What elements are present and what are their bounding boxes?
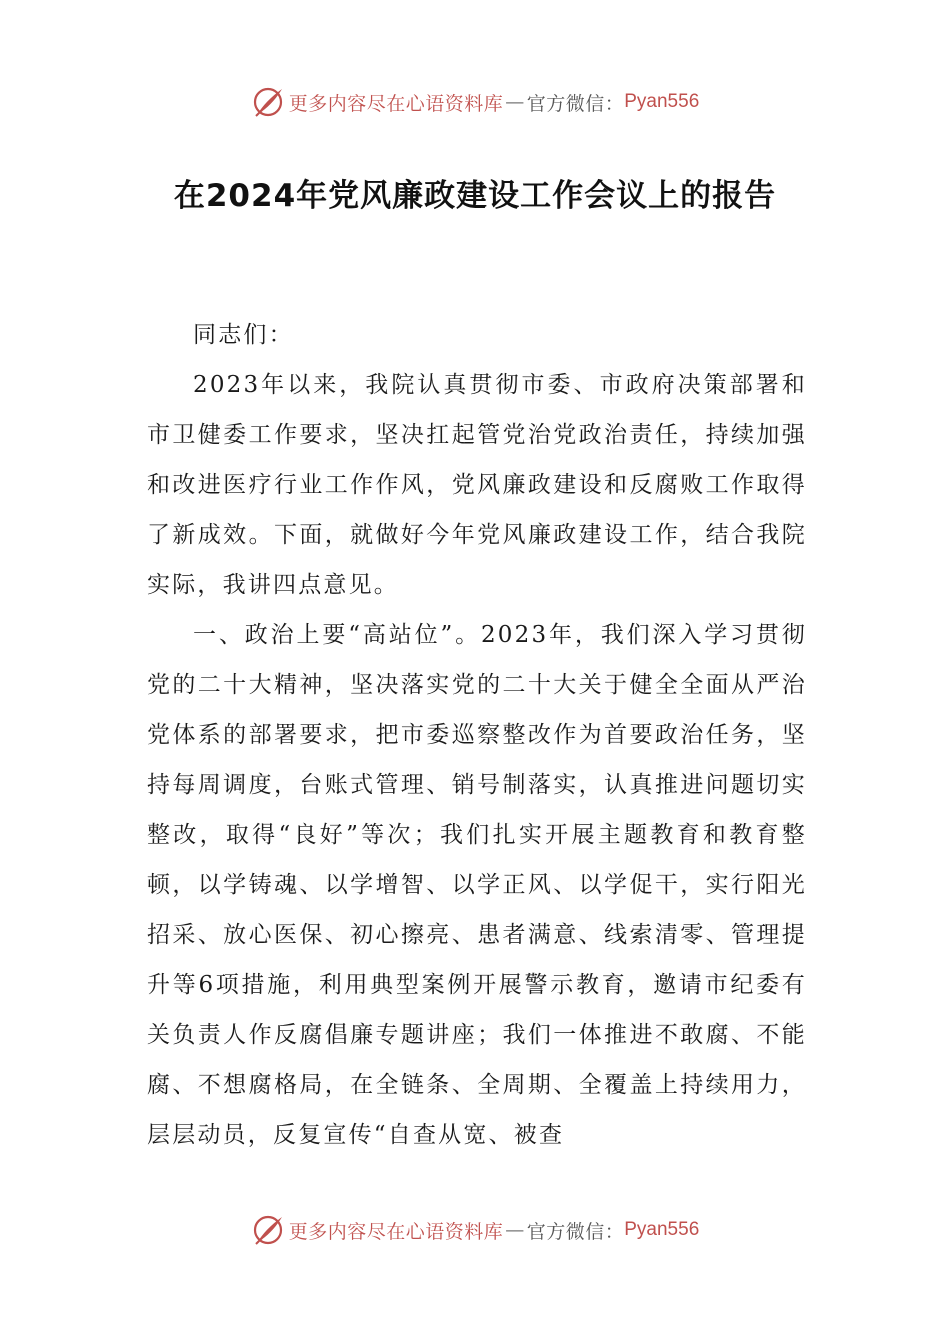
paragraph-1: 2023年以来，我院认真贯彻市委、市政府决策部署和市卫健委工作要求，坚决扛起管党治党政治责任，持续加强和改进医疗行业工作作风，党风廉政建设和反腐败工作取得了新成效。下面，就做好今年党风廉政建设工作，结合我院实际，我讲四点意见。	[147, 372, 807, 598]
header-banner	[0, 82, 950, 122]
quill-logo-icon	[251, 85, 285, 119]
footer-banner-text: 更多内容尽在心语资料库	[288, 1220, 504, 1243]
quill-logo-icon	[251, 1213, 285, 1247]
banner-account: Pyan556	[624, 91, 700, 112]
banner-wechat-label: 官方微信：	[526, 92, 625, 115]
footer-banner-wechat-label: 官方微信：	[526, 1220, 625, 1243]
document-body	[147, 310, 807, 1160]
document-title: 在2024年党风廉政建设工作会议上的报告	[173, 178, 777, 214]
footer-banner	[0, 1210, 950, 1250]
banner-dash: —	[505, 91, 525, 113]
salutation: 同志们：	[193, 322, 294, 348]
banner-text: 更多内容尽在心语资料库	[288, 92, 504, 115]
paragraph-2: 一、政治上要“高站位”。2023年，我们深入学习贯彻党的二十大精神，坚决落实党的二十大关于健全全面从严治党体系的部署要求，把市委巡察整改作为首要政治任务，坚持每周调度，台账式管理、销号制落实，认真推进问题切实整改，取得“良好”等次；我们扎实开展主题教育和教育整顿，以学铸魂、以学增智、以学正风、以学促干，实行阳光招采、放心医保、初心擦亮、患者满意、线索清零、管理提升等6项措施，利用典型案例开展警示教育，邀请市纪委有关负责人作反腐倡廉专题讲座；我们一体推进不敢腐、不能腐、不想腐格局，在全链条、全周期、全覆盖上持续用力，层层动员，反复宣传“自查从宽、被查	[147, 622, 807, 1148]
footer-banner-dash: —	[505, 1219, 525, 1241]
footer-banner-account: Pyan556	[624, 1219, 700, 1240]
